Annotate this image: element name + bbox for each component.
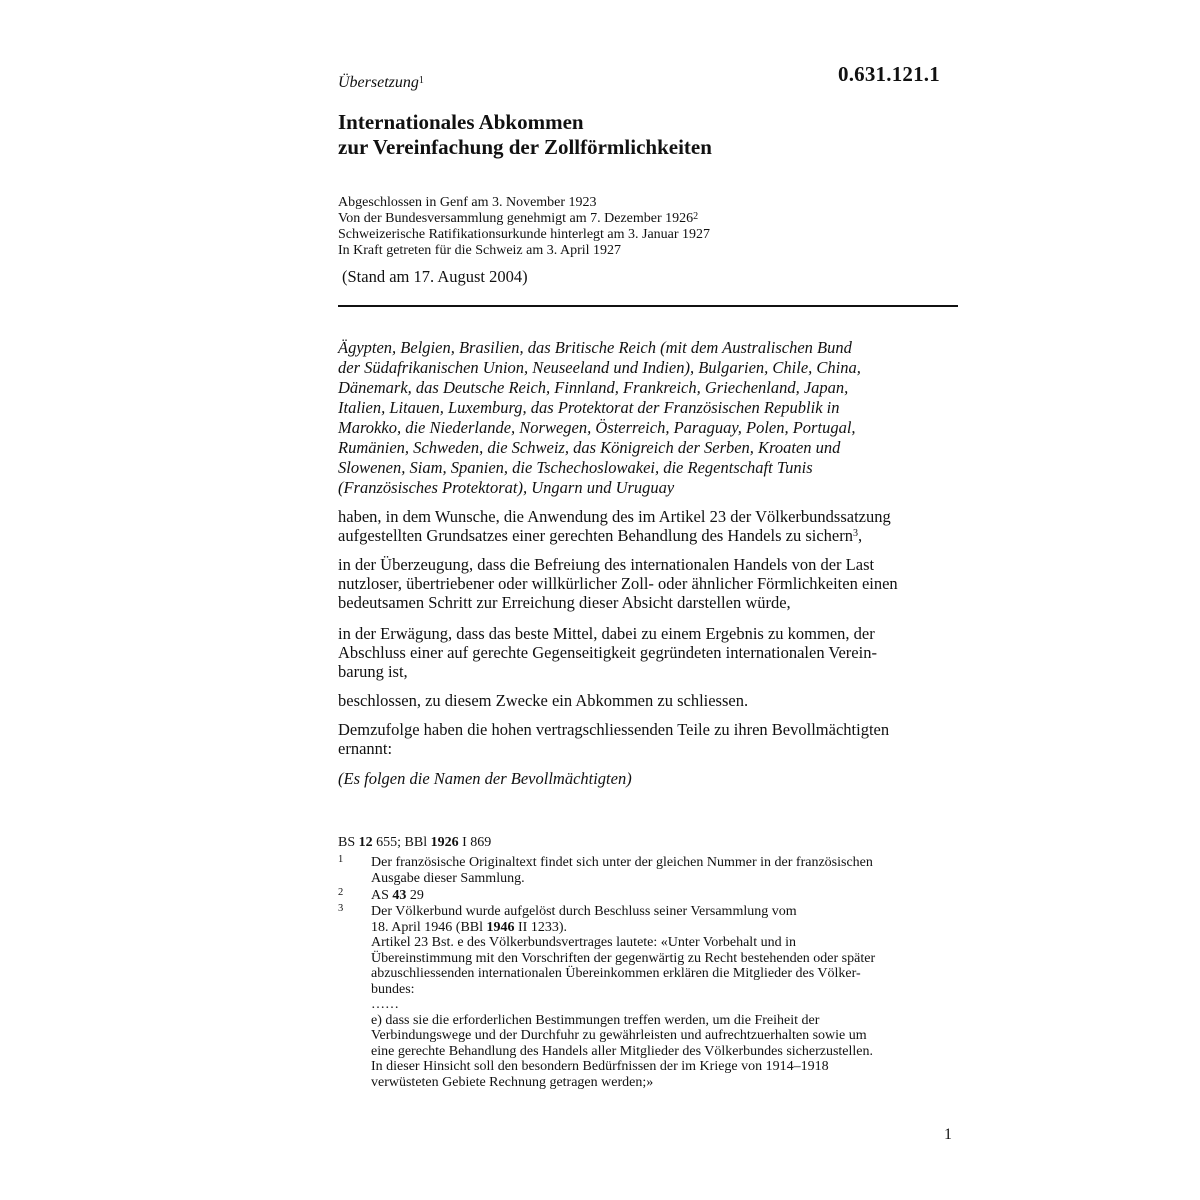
meta-approved-text: Von der Bundesversammlung genehmigt am 7. Dezember 1926	[338, 211, 694, 226]
footnote-text	[371, 904, 875, 1090]
footnote-line-suffix: 29	[406, 888, 424, 903]
source-bs-volume: 12	[358, 835, 373, 850]
preamble-paragraph-1	[338, 507, 958, 545]
footnote-line: bundes:	[371, 981, 415, 997]
translation-label-text: Übersetzung	[338, 74, 419, 91]
title-line-2: zur Vereinfachung der Zollförmlichkeiten	[338, 135, 712, 159]
footnote-text	[371, 855, 873, 886]
parties-line: (Französisches Protektorat), Ungarn und Uruguay	[338, 478, 675, 497]
parties-line: Marokko, die Niederlande, Norwegen, Österreich, Paraguay, Polen, Portugal,	[338, 418, 856, 437]
parties-line: der Südafrikanischen Union, Neuseeland und Indien), Bulgarien, Chile, China,	[338, 358, 861, 377]
paragraph-line-end: ,	[857, 526, 863, 545]
paragraph-line: in der Erwägung, dass das beste Mittel, dabei zu einem Ergebnis zu kommen, der	[338, 624, 875, 643]
document-title	[338, 110, 712, 160]
paragraph-line: ernannt:	[338, 739, 393, 758]
footnote-line: abzuschliessenden internationalen Übereinkommen erklären die Mitglieder des Völker-	[371, 966, 861, 981]
title-line-1: Internationales Abkommen	[338, 110, 584, 134]
footnote-year: 1946	[486, 919, 515, 935]
footnote-line: Der Völkerbund wurde aufgelöst durch Beschluss seiner Versammlung vom	[371, 904, 797, 919]
footnote-line: Verbindungswege und der Durchfuhr zu gewährleisten und aufrechtzuerhalten sowie um	[371, 1028, 867, 1043]
footnote-volume: 43	[392, 888, 407, 903]
footnote-number: 2	[338, 887, 344, 898]
footnote-ref-3[interactable]: 3	[852, 528, 858, 539]
paragraph-line: barung ist,	[338, 662, 408, 681]
paragraph-line: haben, in dem Wunsche, die Anwendung des im Artikel 23 der Völkerbundssatzung	[338, 507, 891, 526]
footnote-number: 1	[338, 854, 344, 865]
preamble-paragraph-5	[338, 720, 958, 758]
footnote-line: Artikel 23 Bst. e des Völkerbundsvertrages lautete: «Unter Vorbehalt und in	[371, 935, 796, 950]
paragraph-line: in der Überzeugung, dass die Befreiung des internationalen Handels von der Last	[338, 555, 875, 574]
page-number: 1	[944, 1126, 952, 1143]
contracting-parties	[338, 338, 958, 498]
footnote-line: verwüsteten Gebiete Rechnung getragen werden;»	[371, 1074, 654, 1090]
paragraph-line: nutzloser, übertriebener oder willkürlicher Zoll- oder ähnlicher Förmlichkeiten einen	[338, 574, 898, 593]
footnote-ref-2[interactable]: 2	[693, 211, 699, 222]
footnote-line	[371, 888, 424, 904]
footnote-line-prefix: AS	[371, 888, 393, 903]
paragraph-line: Demzufolge haben die hohen vertragschliessenden Teile zu ihren Bevollmächtigten	[338, 720, 890, 739]
source-reference	[338, 835, 491, 851]
meta-in-force: In Kraft getreten für die Schweiz am 3. April 1927	[338, 243, 622, 258]
paragraph-line: beschlossen, zu diesem Zwecke ein Abkommen zu schliessen.	[338, 691, 749, 710]
footnote-number: 3	[338, 903, 344, 914]
footnote-text	[371, 888, 424, 904]
source-bbl-year: 1926	[430, 835, 459, 850]
parties-line: Rumänien, Schweden, die Schweiz, das Königreich der Serben, Kroaten und	[338, 438, 841, 457]
footnote-line: In dieser Hinsicht soll den besondern Bedürfnissen der im Kriege von 1914–1918	[371, 1059, 829, 1074]
footnote-line	[371, 920, 875, 936]
preamble-paragraph-4	[338, 691, 958, 710]
sr-number: 0.631.121.1	[838, 62, 940, 86]
paragraph-line: bedeutsamen Schritt zur Erreichung dieser Absicht darstellen würde,	[338, 593, 791, 612]
meta-concluded: Abgeschlossen in Genf am 3. November 1923	[338, 195, 597, 210]
status-date: (Stand am 17. August 2004)	[342, 267, 528, 286]
parties-line: Slowenen, Siam, Spanien, die Tschechoslowakei, die Regentschaft Tunis	[338, 458, 813, 477]
source-suffix: I 869	[458, 835, 492, 850]
parties-line: Dänemark, das Deutsche Reich, Finnland, Frankreich, Griechenland, Japan,	[338, 378, 849, 397]
paragraph-line-text: aufgestellten Grundsatzes einer gerechten Behandlung des Handels zu sichern	[338, 526, 853, 545]
translation-label	[338, 74, 424, 92]
footnote-line: Übereinstimmung mit den Vorschriften der gegenwärtig zu Recht bestehenden oder später	[371, 950, 876, 966]
preamble-paragraph-6	[338, 769, 958, 788]
meta-ratification: Schweizerische Ratifikationsurkunde hinterlegt am 3. Januar 1927	[338, 227, 711, 242]
source-mid: 655; BBl	[372, 835, 431, 850]
meta-approved	[338, 211, 710, 227]
paragraph-line: Abschluss einer auf gerechte Gegenseitigkeit gegründeten internationalen Verein-	[338, 643, 877, 662]
parties-line: Italien, Litauen, Luxemburg, das Protektorat der Französischen Republik in	[338, 398, 840, 417]
footnote-line: Ausgabe dieser Sammlung.	[371, 870, 525, 886]
preamble-paragraph-3	[338, 624, 958, 681]
source-prefix: BS	[338, 835, 359, 850]
header-divider	[338, 305, 958, 307]
preamble-paragraph-2	[338, 555, 958, 612]
footnote-line: e) dass sie die erforderlichen Bestimmungen treffen werden, um die Freiheit der	[371, 1012, 820, 1028]
footnote-line: eine gerechte Behandlung des Handels aller Mitglieder des Völkerbundes sicherzustellen.	[371, 1043, 874, 1059]
paragraph-line: (Es folgen die Namen der Bevollmächtigten)	[338, 769, 632, 788]
footnote-line-prefix: 18. April 1946 (BBl	[371, 919, 487, 935]
paragraph-line	[338, 526, 958, 545]
footnote-line-suffix: II 1233).	[514, 919, 568, 935]
footnote-line: Der französische Originaltext findet sich unter der gleichen Nummer in der französischen	[371, 855, 873, 870]
footnote-line: ……	[371, 997, 399, 1012]
document-metadata	[338, 195, 710, 259]
parties-line: Ägypten, Belgien, Brasilien, das Britische Reich (mit dem Australischen Bund	[338, 338, 852, 357]
footnote-ref-1[interactable]: 1	[418, 75, 424, 86]
